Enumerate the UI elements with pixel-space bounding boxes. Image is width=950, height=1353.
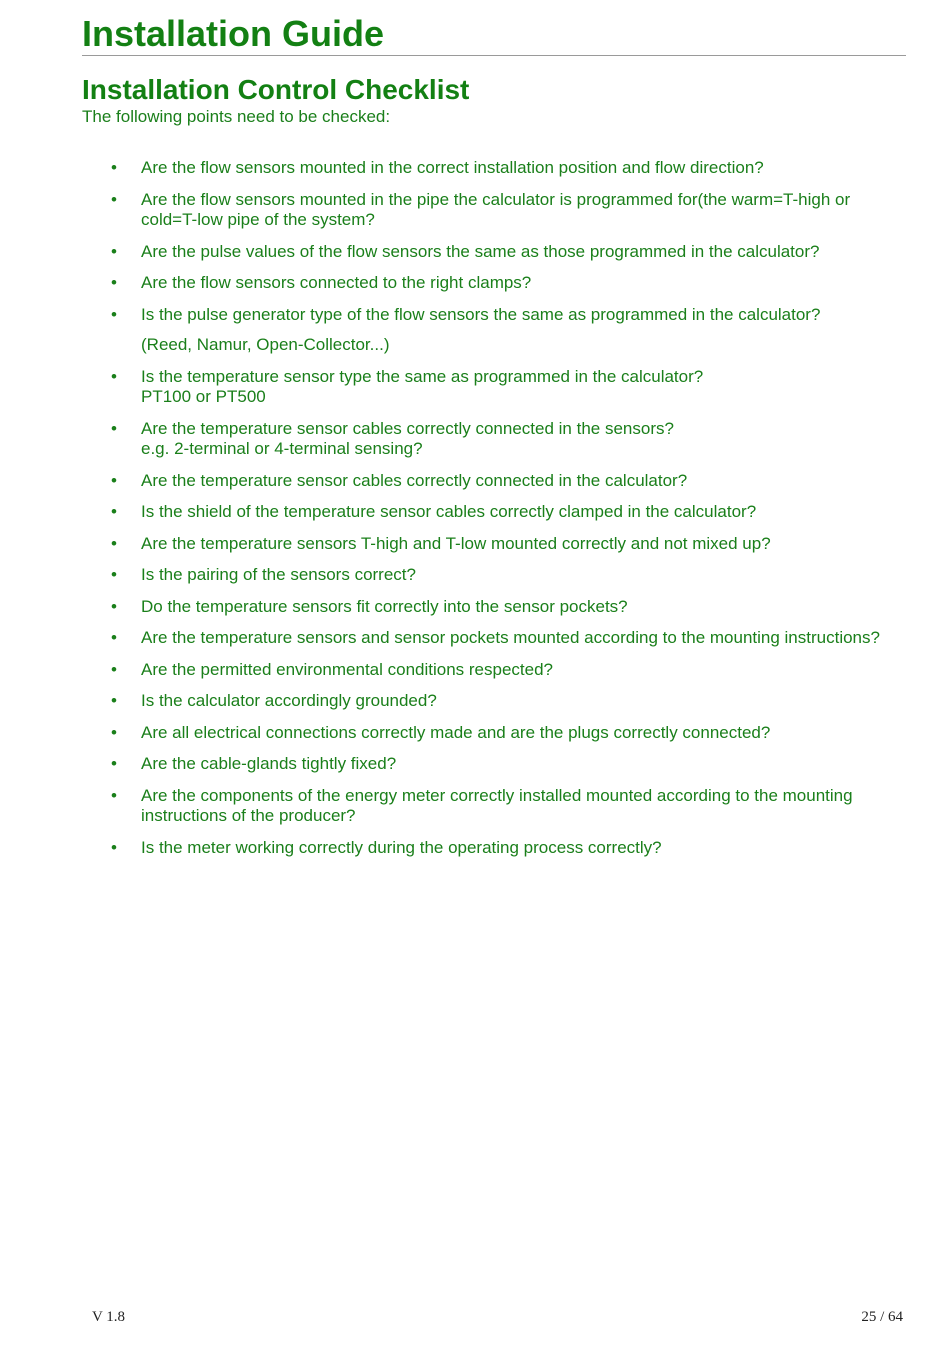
checklist-item (0, 242, 950, 263)
checklist-item-text: Are the temperature sensor cables correctly connected in the sensors? (141, 418, 674, 438)
checklist-item (0, 471, 950, 492)
bullet-icon: • (111, 722, 117, 742)
title-divider (82, 55, 906, 56)
bullet-icon: • (111, 366, 117, 386)
checklist-item (0, 754, 950, 775)
bullet-icon: • (111, 273, 117, 292)
checklist-item (0, 691, 950, 712)
checklist-item-text: Are the temperature sensors T-high and T-low mounted correctly and not mixed up? (141, 533, 771, 553)
bullet-icon: • (111, 596, 117, 616)
bullet-icon: • (111, 189, 117, 209)
checklist-item-text: Are the temperature sensors and sensor pockets mounted according to the mounting instructions? (141, 628, 880, 647)
checklist-item-text: Are the components of the energy meter correctly installed mounted according to the mounting instructions of the producer? (141, 785, 853, 825)
bullet-icon: • (111, 418, 117, 438)
checklist-item (0, 158, 950, 179)
checklist-item (0, 786, 950, 827)
checklist-item-note: (Reed, Namur, Open-Collector...) (141, 335, 390, 354)
checklist-item-text: Is the temperature sensor type the same as programmed in the calculator? (141, 366, 704, 386)
checklist-item (0, 190, 950, 231)
checklist-item (0, 838, 950, 859)
bullet-icon: • (111, 565, 117, 584)
document-title: Installation Guide (82, 13, 385, 54)
checklist-item-text: Are all electrical connections correctly made and are the plugs correctly connected? (141, 722, 771, 742)
checklist-item (0, 660, 950, 681)
section-intro: The following points need to be checked: (82, 107, 391, 126)
bullet-icon: • (111, 837, 117, 857)
checklist-item-text: Are the flow sensors mounted in the correct installation position and flow direction? (141, 158, 764, 177)
checklist-item-text: Are the flow sensors connected to the right clamps? (141, 273, 532, 292)
checklist-item-text: Are the permitted environmental conditions respected? (141, 659, 554, 679)
checklist-item-text: Are the pulse values of the flow sensors the same as those programmed in the calculator? (141, 241, 820, 261)
bullet-icon: • (111, 785, 117, 805)
checklist-item-text: Are the flow sensors mounted in the pipe the calculator is programmed for(the warm=T-high or cold=T-low pipe of the system? (141, 189, 851, 229)
checklist-item (0, 273, 950, 294)
checklist-item-text: Is the shield of the temperature sensor cables correctly clamped in the calculator? (141, 502, 757, 521)
checklist-item-subtext: PT100 or PT500 (141, 387, 266, 406)
bullet-icon: • (111, 241, 117, 261)
checklist-item-text: Is the calculator accordingly grounded? (141, 691, 437, 710)
checklist-item-text: Are the cable-glands tightly fixed? (141, 754, 397, 773)
checklist-item-text: Is the pulse generator type of the flow sensors the same as programmed in the calculator? (141, 304, 821, 324)
bullet-icon: • (111, 158, 117, 177)
version-label: V 1.8 (92, 1309, 126, 1325)
checklist-item-text: Are the temperature sensor cables correctly connected in the calculator? (141, 470, 688, 490)
checklist-item (0, 723, 950, 744)
checklist-item-text: Do the temperature sensors fit correctly into the sensor pockets? (141, 596, 628, 616)
checklist-item (0, 305, 950, 356)
checklist-item-text: Is the meter working correctly during the operating process correctly? (141, 837, 662, 857)
checklist-item (0, 367, 950, 408)
checklist-item (0, 502, 950, 523)
checklist-item (0, 534, 950, 555)
checklist-item (0, 419, 950, 460)
bullet-icon: • (111, 533, 117, 553)
checklist-item (0, 565, 950, 586)
bullet-icon: • (111, 470, 117, 490)
bullet-icon: • (111, 304, 117, 324)
checklist-item-text: Is the pairing of the sensors correct? (141, 565, 416, 584)
checklist-item (0, 628, 950, 649)
bullet-icon: • (111, 628, 117, 647)
bullet-icon: • (111, 659, 117, 679)
bullet-icon: • (111, 502, 117, 521)
bullet-icon: • (111, 691, 117, 710)
checklist-item (0, 597, 950, 618)
checklist-item-subtext: e.g. 2-terminal or 4-terminal sensing? (141, 439, 423, 458)
page-number: 25 / 64 (861, 1309, 903, 1325)
section-title: Installation Control Checklist (82, 74, 470, 105)
bullet-icon: • (111, 754, 117, 773)
installation-checklist (0, 158, 950, 869)
